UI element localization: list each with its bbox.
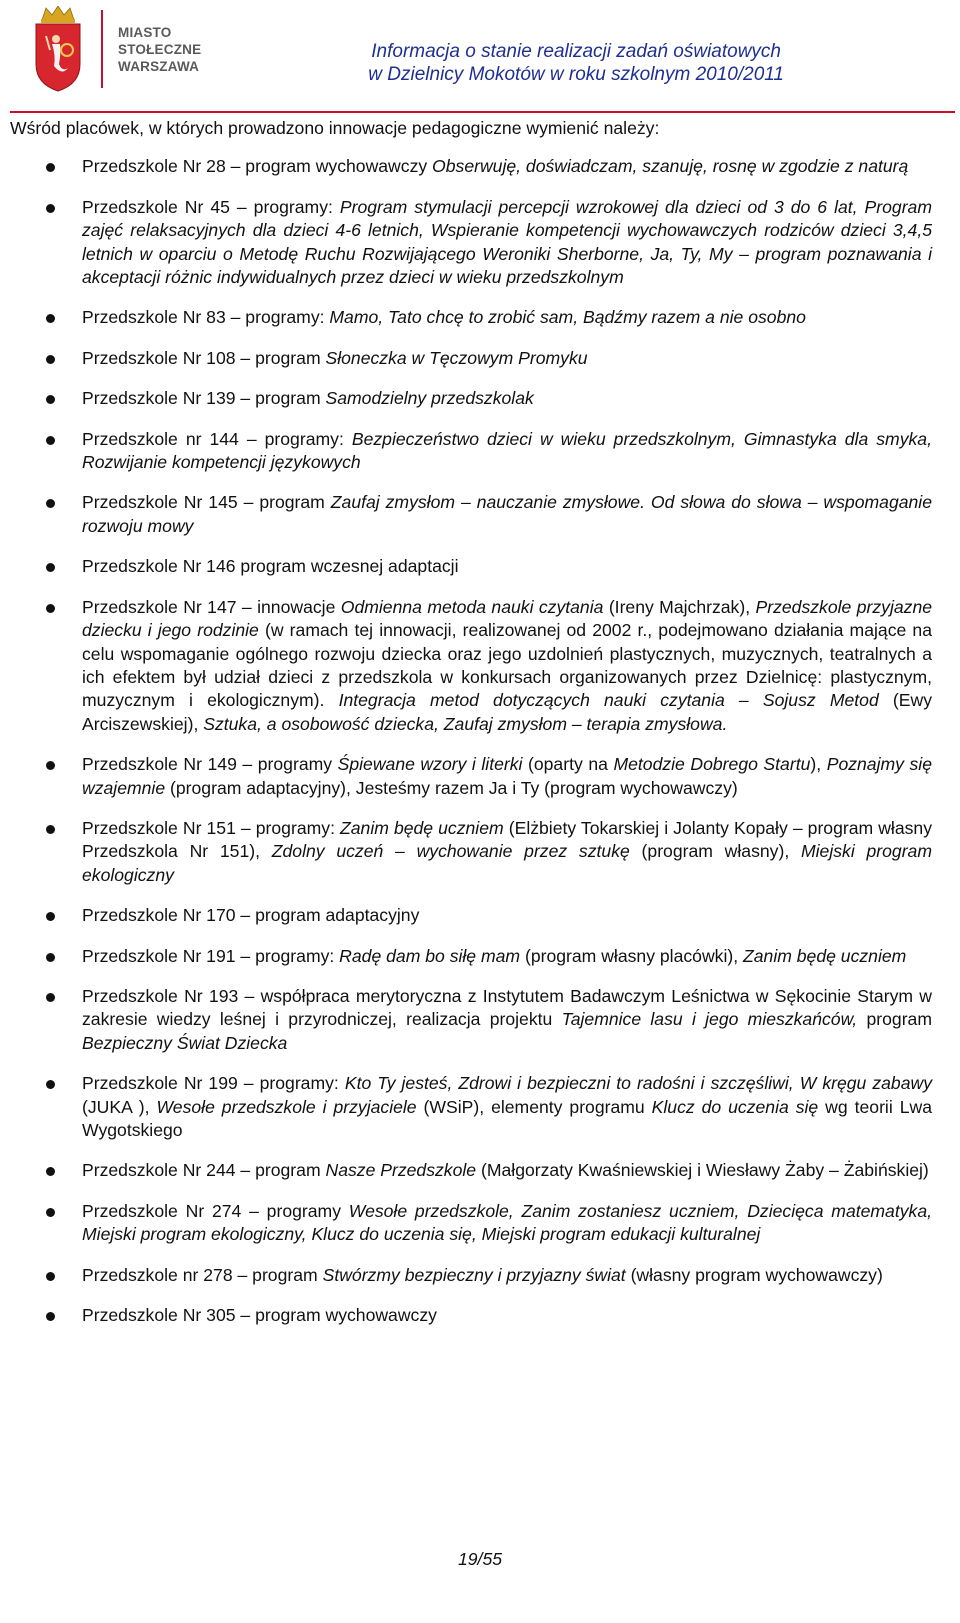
item-text: (Małgorzaty Kwaśniewskiej i Wiesławy Żaby – Żabińskiej) bbox=[476, 1160, 929, 1181]
italic-title-text: Kto Ty jesteś, Zdrowi i bezpieczni to radośni i szczęśliwi, W kręgu zabawy bbox=[344, 1073, 932, 1094]
bullet-icon bbox=[46, 825, 55, 834]
document-title bbox=[368, 40, 784, 86]
italic-title-text: Zaufaj zmysłom – nauczanie zmysłowe. Od słowa do słowa – wspomaganie rozwoju mowy bbox=[82, 492, 932, 536]
list-item bbox=[10, 155, 932, 178]
list-item bbox=[10, 817, 932, 887]
list-item bbox=[10, 387, 932, 410]
bullet-icon bbox=[46, 499, 55, 508]
item-text: (JUKA ), bbox=[82, 1096, 157, 1117]
item-text: (oparty na bbox=[522, 754, 614, 775]
logo-divider bbox=[101, 10, 103, 88]
italic-title-text: Miejski program ekologiczny bbox=[82, 841, 932, 885]
bullet-icon bbox=[46, 314, 55, 323]
list-item bbox=[10, 1304, 932, 1327]
list-item bbox=[10, 753, 932, 800]
item-text: Przedszkole nr 278 – program bbox=[82, 1264, 323, 1285]
page-number: 19/55 bbox=[457, 1549, 503, 1569]
item-text: Przedszkole Nr 28 – program wychowawczy bbox=[82, 156, 433, 177]
italic-title-text: Śpiewane wzory i literki bbox=[337, 754, 523, 775]
list-item bbox=[10, 306, 932, 329]
item-text: Przedszkole Nr 83 – programy: bbox=[82, 307, 330, 328]
italic-title-text: Klucz do uczenia się bbox=[651, 1096, 819, 1117]
italic-title-text: Integracja metod dotyczących nauki czytania – Sojusz Metod bbox=[338, 690, 879, 711]
item-text: (w ramach tej innowacji, realizowanej od 2002 r., podejmowano działania mające na celu wspomaganie ogólnego rozwoju dziecka oraz jego uzdolnień plastycznych, muzycznych, teatralnych a ich efektem był udział dzieci z przedszkola w konkursach organizowanych przez Dzielnicę: plastycznym, muzycznym i ekologicznym). bbox=[82, 620, 932, 711]
item-text: Przedszkole Nr 147 – innowacje bbox=[82, 596, 341, 617]
italic-title-text: Nasze Przedszkole bbox=[325, 1160, 477, 1181]
item-text: Przedszkole Nr 244 – program bbox=[82, 1160, 326, 1181]
bullet-icon bbox=[46, 436, 55, 445]
page-header bbox=[0, 0, 960, 116]
list-item bbox=[10, 985, 932, 1055]
bullet-icon bbox=[46, 1080, 55, 1089]
item-text: Przedszkole Nr 146 program wczesnej adaptacji bbox=[82, 556, 459, 577]
bullet-icon bbox=[46, 204, 55, 213]
italic-title-text: Wesołe przedszkole, Zanim zostaniesz uczniem, Dziecięca matematyka, Miejski program ekologiczny, Klucz do uczenia się, Miejski program edukacji kulturalnej bbox=[82, 1200, 932, 1245]
list-item bbox=[10, 1200, 932, 1247]
italic-title-text: Słoneczka w Tęczowym Promyku bbox=[325, 347, 588, 368]
bullet-icon bbox=[46, 953, 55, 962]
item-text: (program własny placówki), bbox=[520, 945, 743, 966]
bullet-icon bbox=[46, 604, 55, 613]
item-text: Przedszkole Nr 193 – współpraca merytoryczna z Instytutem Badawczym Leśnictwa w Sękocinie Starym w zakresie wiedzy leśnej i przyrodniczej, realizacja projektu bbox=[82, 985, 932, 1030]
bullet-icon bbox=[46, 993, 55, 1002]
logo-line-3: WARSZAWA bbox=[118, 59, 200, 74]
italic-title-text: Bezpieczeństwo dzieci w wieku przedszkolnym, Gimnastyka dla smyka, Rozwijanie kompetencji językowych bbox=[82, 428, 932, 473]
warsaw-coat-of-arms-logo bbox=[32, 6, 84, 92]
italic-title-text: Stwórzmy bezpieczny i przyjazny świat bbox=[322, 1264, 626, 1285]
list-item bbox=[10, 1159, 932, 1182]
italic-title-text: Mamo, Tato chcę to zrobić sam, Bądźmy razem a nie osobno bbox=[329, 307, 806, 328]
bullet-icon bbox=[46, 563, 55, 572]
bullet-icon bbox=[46, 1312, 55, 1321]
item-text: program bbox=[857, 1009, 932, 1030]
item-text: (program własny), bbox=[629, 841, 801, 862]
item-text: Przedszkole Nr 139 – program bbox=[82, 388, 326, 409]
header-rule bbox=[10, 111, 955, 113]
italic-title-text: Metodzie Dobrego Startu bbox=[613, 754, 811, 775]
bullet-icon bbox=[46, 1167, 55, 1176]
item-text: Przedszkole Nr 170 – program adaptacyjny bbox=[82, 905, 420, 926]
item-text: (Ireny Majchrzak), bbox=[603, 596, 756, 617]
item-text: (własny program wychowawczy) bbox=[625, 1264, 883, 1285]
item-text: Przedszkole Nr 191 – programy: bbox=[82, 945, 340, 966]
bullet-icon bbox=[46, 1272, 55, 1281]
italic-title-text: Wesołe przedszkole i przyjaciele bbox=[156, 1096, 417, 1117]
italic-title-text: Obserwuję, doświadczam, szanuję, rosnę w zgodzie z naturą bbox=[432, 156, 909, 177]
italic-title-text: Program stymulacji percepcji wzrokowej dla dzieci od 3 do 6 lat, Program zajęć relaksacyjnych dla dzieci 4-6 letnich, Wspieranie kompetencji wychowawczych rodziców dzieci 3,4,5 letnich w oparciu o Metodę Ruchu Rozwijającego Weroniki Sherborne, Ja, Ty, My – program poznawania i akceptacji różnic indywidualnych przez dzieci w wieku przedszkolnym bbox=[82, 196, 932, 288]
list-item bbox=[10, 196, 932, 290]
bullet-icon bbox=[46, 761, 55, 770]
list-item bbox=[10, 1072, 932, 1142]
intro-paragraph: Wśród placówek, w których prowadzono innowacje pedagogiczne wymienić należy: bbox=[10, 118, 660, 138]
item-text: Przedszkole Nr 149 – programy bbox=[82, 754, 338, 775]
item-text: (WSiP), elementy programu bbox=[416, 1096, 652, 1117]
item-text: Przedszkole Nr 151 – programy: bbox=[82, 817, 341, 838]
document-body bbox=[10, 117, 932, 1344]
list-item bbox=[10, 347, 932, 370]
italic-title-text: Samodzielny przedszkolak bbox=[325, 388, 534, 409]
list-item bbox=[10, 491, 932, 538]
logo-line-2: STOŁECZNE bbox=[118, 42, 202, 57]
bullet-icon bbox=[46, 163, 55, 172]
bullet-icon bbox=[46, 1208, 55, 1217]
item-text: Przedszkole Nr 45 – programy: bbox=[82, 196, 340, 217]
list-item bbox=[10, 904, 932, 927]
item-text: (Elżbiety Tokarskiej i Jolanty Kopały – program własny Przedszkola Nr 151), bbox=[82, 817, 933, 862]
item-text: Przedszkole Nr 199 – programy: bbox=[82, 1073, 345, 1094]
list-item bbox=[10, 555, 932, 578]
italic-title-text: Zanim będę uczniem bbox=[340, 817, 504, 838]
list-item bbox=[10, 428, 932, 475]
italic-title-text: Poznajmy się wzajemnie bbox=[82, 754, 932, 798]
item-text: (Ewy Arciszewskiej), bbox=[82, 690, 933, 734]
item-text: (program adaptacyjny), Jesteśmy razem Ja i Ty (program wychowawczy) bbox=[165, 777, 738, 798]
list-item bbox=[10, 596, 932, 736]
italic-title-text: Bezpieczny Świat Dziecka bbox=[82, 1032, 288, 1053]
innovation-list bbox=[10, 155, 932, 1327]
bullet-icon bbox=[46, 912, 55, 921]
logo-wordmark bbox=[118, 24, 201, 75]
item-text: Przedszkole Nr 145 – program bbox=[82, 492, 331, 513]
italic-title-text: Tajemnice lasu i jego mieszkańców, bbox=[561, 1009, 858, 1030]
italic-title-text: Zdolny uczeń – wychowanie przez sztukę bbox=[271, 841, 630, 862]
list-item bbox=[10, 1264, 932, 1287]
item-text: Przedszkole Nr 274 – programy bbox=[82, 1200, 349, 1221]
italic-title-text: Odmienna metoda nauki czytania bbox=[340, 596, 604, 617]
italic-title-text: Zanim będę uczniem bbox=[743, 945, 907, 966]
item-text: wg teorii Lwa Wygotskiego bbox=[82, 1096, 932, 1140]
italic-title-text: Przedszkole przyjazne dziecku i jego rodzinie bbox=[82, 596, 933, 641]
list-item bbox=[10, 945, 932, 968]
item-text: Przedszkole nr 144 – programy: bbox=[82, 428, 352, 449]
title-line-2: w Dzielnicy Mokotów w roku szkolnym 2010/2011 bbox=[368, 64, 784, 85]
item-text: Przedszkole Nr 305 – program wychowawczy bbox=[82, 1305, 437, 1326]
item-text: Przedszkole Nr 108 – program bbox=[82, 347, 326, 368]
bullet-icon bbox=[46, 395, 55, 404]
italic-title-text: Sztuka, a osobowość dziecka, Zaufaj zmysłom – terapia zmysłowa. bbox=[203, 713, 728, 734]
title-line-1: Informacja o stanie realizacji zadań oświatowych bbox=[371, 41, 782, 62]
item-text: ), bbox=[810, 754, 827, 775]
logo-line-1: MIASTO bbox=[118, 25, 172, 40]
italic-title-text: Radę dam bo siłę mam bbox=[339, 945, 521, 966]
bullet-icon bbox=[46, 355, 55, 364]
